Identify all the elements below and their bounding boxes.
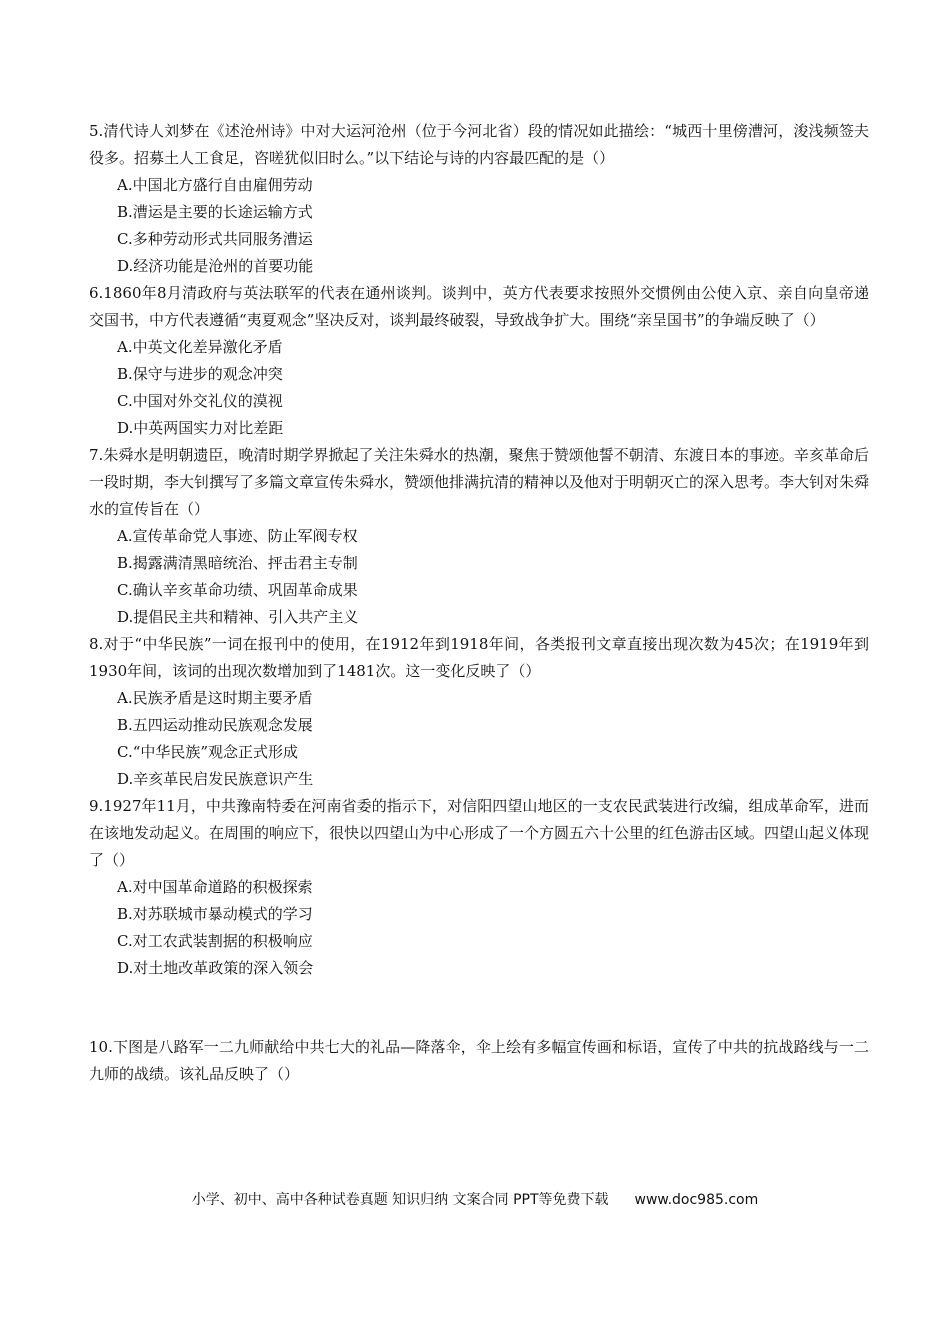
question-7 [89,442,869,631]
question-stem: 9.1927年11月，中共豫南特委在河南省委的指示下，对信阳四望山地区的一支农民武装进行改编，组成革命军，进而在该地发动起义。在周围的响应下，很快以四望山为中心形成了一个方圆五六十公里的红色游击区域。四望山起义体现了（） [89,797,870,869]
question-9 [89,793,869,982]
question-stem: 10.下图是八路军一二九师献给中共七大的礼品—降落伞，伞上绘有多幅宣传画和标语，宣传了中共的抗战路线与一二九师的战绩。该礼品反映了（） [89,1038,869,1083]
option-a: A.中英文化差异激化矛盾 [117,338,283,356]
option-c: C.中国对外交礼仪的漠视 [117,392,283,410]
option-d: D.中英两国实力对比差距 [117,419,284,437]
footer-text: 小学、初中、高中各种试卷真题 知识归纳 文案合同 PPT等免费下载 [191,1192,609,1208]
question-list [89,118,869,1088]
option-a: A.对中国革命道路的积极探索 [117,878,313,896]
option-a: A.民族矛盾是这时期主要矛盾 [117,689,313,707]
question-stem: 5.清代诗人刘梦在《述沧州诗》中对大运河沧州（位于今河北省）段的情况如此描绘：“城西十里傍漕河，浚浅频签夫役多。招募土人工食足，咨嗟犹似旧时么。”以下结论与诗的内容最匹配的是（） [89,122,869,167]
footer-url[interactable]: www.doc985.com [634,1192,759,1208]
option-b: B.五四运动推动民族观念发展 [117,716,313,734]
question-10 [89,1034,869,1088]
option-b: B.揭露满清黑暗统治、抨击君主专制 [117,554,358,572]
option-d: D.辛亥革民启发民族意识产生 [117,770,314,788]
option-d: D.对土地改革政策的深入领会 [117,959,314,977]
option-b: B.对苏联城市暴动模式的学习 [117,905,313,923]
blank-space [89,982,869,1034]
option-c: C.对工农武装割据的积极响应 [117,932,313,950]
option-a: A.中国北方盛行自由雇佣劳动 [117,176,313,194]
option-d: D.提倡民主共和精神、引入共产主义 [117,608,359,626]
question-8 [89,631,869,793]
question-stem: 6.1860年8月清政府与英法联军的代表在通州谈判。谈判中，英方代表要求按照外交惯例由公使入京、亲自向皇帝递交国书，中方代表遵循“夷夏观念”坚决反对，谈判最终破裂，导致战争扩大。围绕“亲呈国书”的争端反映了（） [89,284,869,329]
option-b: B.漕运是主要的长途运输方式 [117,203,313,221]
option-c: C.确认辛亥革命功绩、巩固革命成果 [117,581,358,599]
option-c: C.“中华民族”观念正式形成 [117,743,299,761]
option-b: B.保守与进步的观念冲突 [117,365,283,383]
option-a: A.宣传革命党人事迹、防止军阀专权 [117,527,358,545]
question-6 [89,280,869,442]
question-stem: 8.对于“中华民族”一词在报刊中的使用，在1912年到1918年间，各类报刊文章直接出现次数为45次；在1919年到1930年间，该词的出现次数增加到了1481次。这一变化反映了（） [89,635,869,680]
option-d: D.经济功能是沧州的首要功能 [117,257,314,275]
page-footer [0,1190,950,1210]
option-c: C.多种劳动形式共同服务漕运 [117,230,313,248]
question-stem: 7.朱舜水是明朝遗臣，晚清时期学界掀起了关注朱舜水的热潮，聚焦于赞颂他誓不朝清、东渡日本的事迹。辛亥革命后一段时期，李大钊撰写了多篇文章宣传朱舜水，赞颂他排满抗清的精神以及他对于明朝灭亡的深入思考。李大钊对朱舜水的宣传旨在（） [89,446,870,518]
question-5 [89,118,869,280]
